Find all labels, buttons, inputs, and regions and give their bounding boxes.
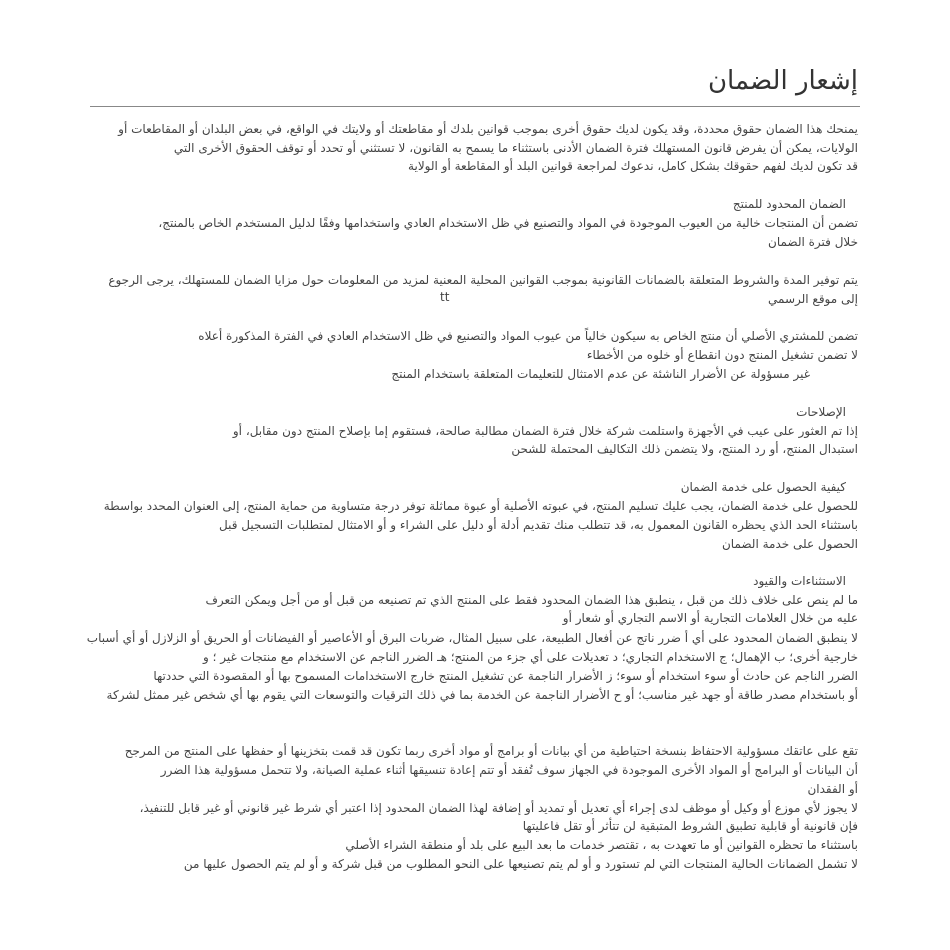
exclusions-line-3: لا ينطبق الضمان المحدود على أي أ ضرر ناتج عن أفعال الطبيعة، على سبيل المثال، ضربات البرق أو الأعاصير أو الفيضانات أو الحريق أو الزلازل أو أي أسباب — [86, 631, 858, 645]
exclusions-line-1: ما لم ينص على خلاف ذلك من قبل ، ينطبق هذا الضمان المحدود فقط على المنتج الذي تم تصنيعه من قبل أو من أجل ويمكن التعرف — [205, 593, 858, 607]
exclusions-line-2: عليه من خلال العلامات التجارية أو الاسم التجاري أو شعار أو — [562, 611, 858, 625]
service-line-1: للحصول على خدمة الضمان، يجب عليك تسليم المنتج، في عبوته الأصلية أو عبوة مماثلة توفر درجة متساوية من حماية المنتج، إلى العنوان المحدد بواسطة — [103, 499, 858, 513]
backup-line-2: أن البيانات أو البرامج أو المواد الأخرى الموجودة في الجهاز سوف تُفقد أو تتم إعادة تنسيقها أثناء عملية الصيانة، ولا تتحمل مسؤولية هذا الضرر — [160, 763, 858, 777]
intro-line-2: الولايات، يمكن أن يفرض قانون المستهلك فترة الضمان الأدنى باستثناء ما يسمح به القانون، لا تستثني أو تحدد أو توقف الحقوق الأخرى التي — [173, 141, 858, 155]
legal-terms-line-1: يتم توفير المدة والشروط المتعلقة بالضمانات القانونية بموجب القوانين المحلية المعنية لمزيد من المعلومات حول مزايا الضمان للمستهلك، يرجى الرجوع — [108, 273, 858, 287]
repairs-line-1: إذا تم العثور على عيب في الأجهزة واستلمت شركة خلال فترة الضمان مطالبة صالحة، فستقوم إما بإصلاح المنتج دون مقابل، أو — [232, 424, 858, 438]
limited-warranty-line-2: خلال فترة الضمان — [768, 235, 858, 249]
section-heading-repairs: الإصلاحات — [796, 405, 846, 419]
stray-text: tt — [440, 290, 450, 304]
after-sales-line: باستثناء ما تحظره القوانين أو ما تعهدت به ، تقتصر خدمات ما بعد البيع على بلد أو منطقة الشراء الأصلي — [345, 838, 858, 852]
import-line: لا تشمل الضمانات الحالية المنتجات التي لم تستورد و أو لم يتم تصنيعها على النحو المطلوب من قبل شركة و أو لم يتم الحصول عليها من — [183, 857, 858, 871]
exclusions-line-5: الضرر الناجم عن حادث أو سوء استخدام أو سوء؛ ز الأضرار الناجمة عن تشغيل المنتج خارج الاستخدامات المسموح بها أو المقصودة التي حددتها — [153, 669, 858, 683]
exclusions-line-4: خارجية أخرى؛ ب الإهمال؛ ج الاستخدام التجاري؛ د تعديلات على أي جزء من المنتج؛ هـ الضرر الناجم عن الاستخدام مع منتجات غير ؛ و — [202, 650, 858, 664]
section-heading-limited-warranty: الضمان المحدود للمنتج — [732, 197, 846, 211]
guarantee-line-2: لا تضمن تشغيل المنتج دون انقطاع أو خلوه من الأخطاء — [586, 348, 858, 362]
service-line-3: الحصول على خدمة الضمان — [721, 537, 858, 551]
intro-line-1: يمنحك هذا الضمان حقوق محددة، وقد يكون لديك حقوق أخرى بموجب قوانين بلدك أو مقاطعتك أو ولايتك في الواقع، في بعض البلدان أو المقاطعات أو — [118, 122, 858, 136]
guarantee-line-1: تضمن للمشتري الأصلي أن منتج الخاص به سيكون خالياً من عيوب المواد والتصنيع في ظل الاستخدام العادي في الفترة المذكورة أعلاه — [198, 329, 858, 343]
guarantee-line-3: غير مسؤولة عن الأضرار الناشئة عن عدم الامتثال للتعليمات المتعلقة باستخدام المنتج — [391, 367, 810, 381]
title-divider — [90, 106, 860, 107]
section-heading-service: كيفية الحصول على خدمة الضمان — [680, 480, 846, 494]
repairs-line-2: استبدال المنتج، أو رد المنتج، ولا يتضمن ذلك التكاليف المحتملة للشحن — [511, 442, 858, 456]
modification-line-1: لا يجوز لأي موزع أو وكيل أو موظف لدى إجراء أي تعديل أو تمديد أو إضافة لهذا الضمان المحدود إذا اعتبر أي شرط غير قانوني أو غير قابل للتنفيذ، — [139, 801, 858, 815]
backup-line-3: أو الفقدان — [807, 782, 858, 796]
legal-terms-line-2: إلى موقع الرسمي — [768, 292, 858, 306]
limited-warranty-line-1: تضمن أن المنتجات خالية من العيوب الموجودة في المواد والتصنيع في ظل الاستخدام العادي واستخدامها وفقًا لدليل المستخدم الخاص بالمنتج، — [158, 216, 858, 230]
section-heading-exclusions: الاستثناءات والقيود — [753, 574, 846, 588]
intro-line-3: قد تكون لديك لفهم حقوقك بشكل كامل، ندعوك لمراجعة قوانين البلد أو المقاطعة أو الولاية — [408, 159, 858, 173]
service-line-2: باستثناء الحد الذي يحظره القانون المعمول به، قد تتطلب منك تقديم أدلة أو دليل على الشراء و أو الامتثال لمتطلبات التسجيل قبل — [219, 518, 858, 532]
page-title: إشعار الضمان — [707, 66, 858, 96]
exclusions-line-6: أو باستخدام مصدر طاقة أو جهد غير مناسب؛ أو ح الأضرار الناجمة عن الخدمة بما في ذلك الترقيات والتوسعات التي يقوم بها أي شخص غير ممثل لشركة — [106, 688, 858, 702]
modification-line-2: فإن قانونية أو قابلية تطبيق الشروط المتبقية لن تتأثر أو تقل فاعليتها — [522, 819, 858, 833]
backup-line-1: تقع على عاتقك مسؤولية الاحتفاظ بنسخة احتياطية من أي بيانات أو برامج أو مواد أخرى ربما تكون قد قمت بتخزينها أو حفظها على المنتج من المرجح — [124, 744, 858, 758]
